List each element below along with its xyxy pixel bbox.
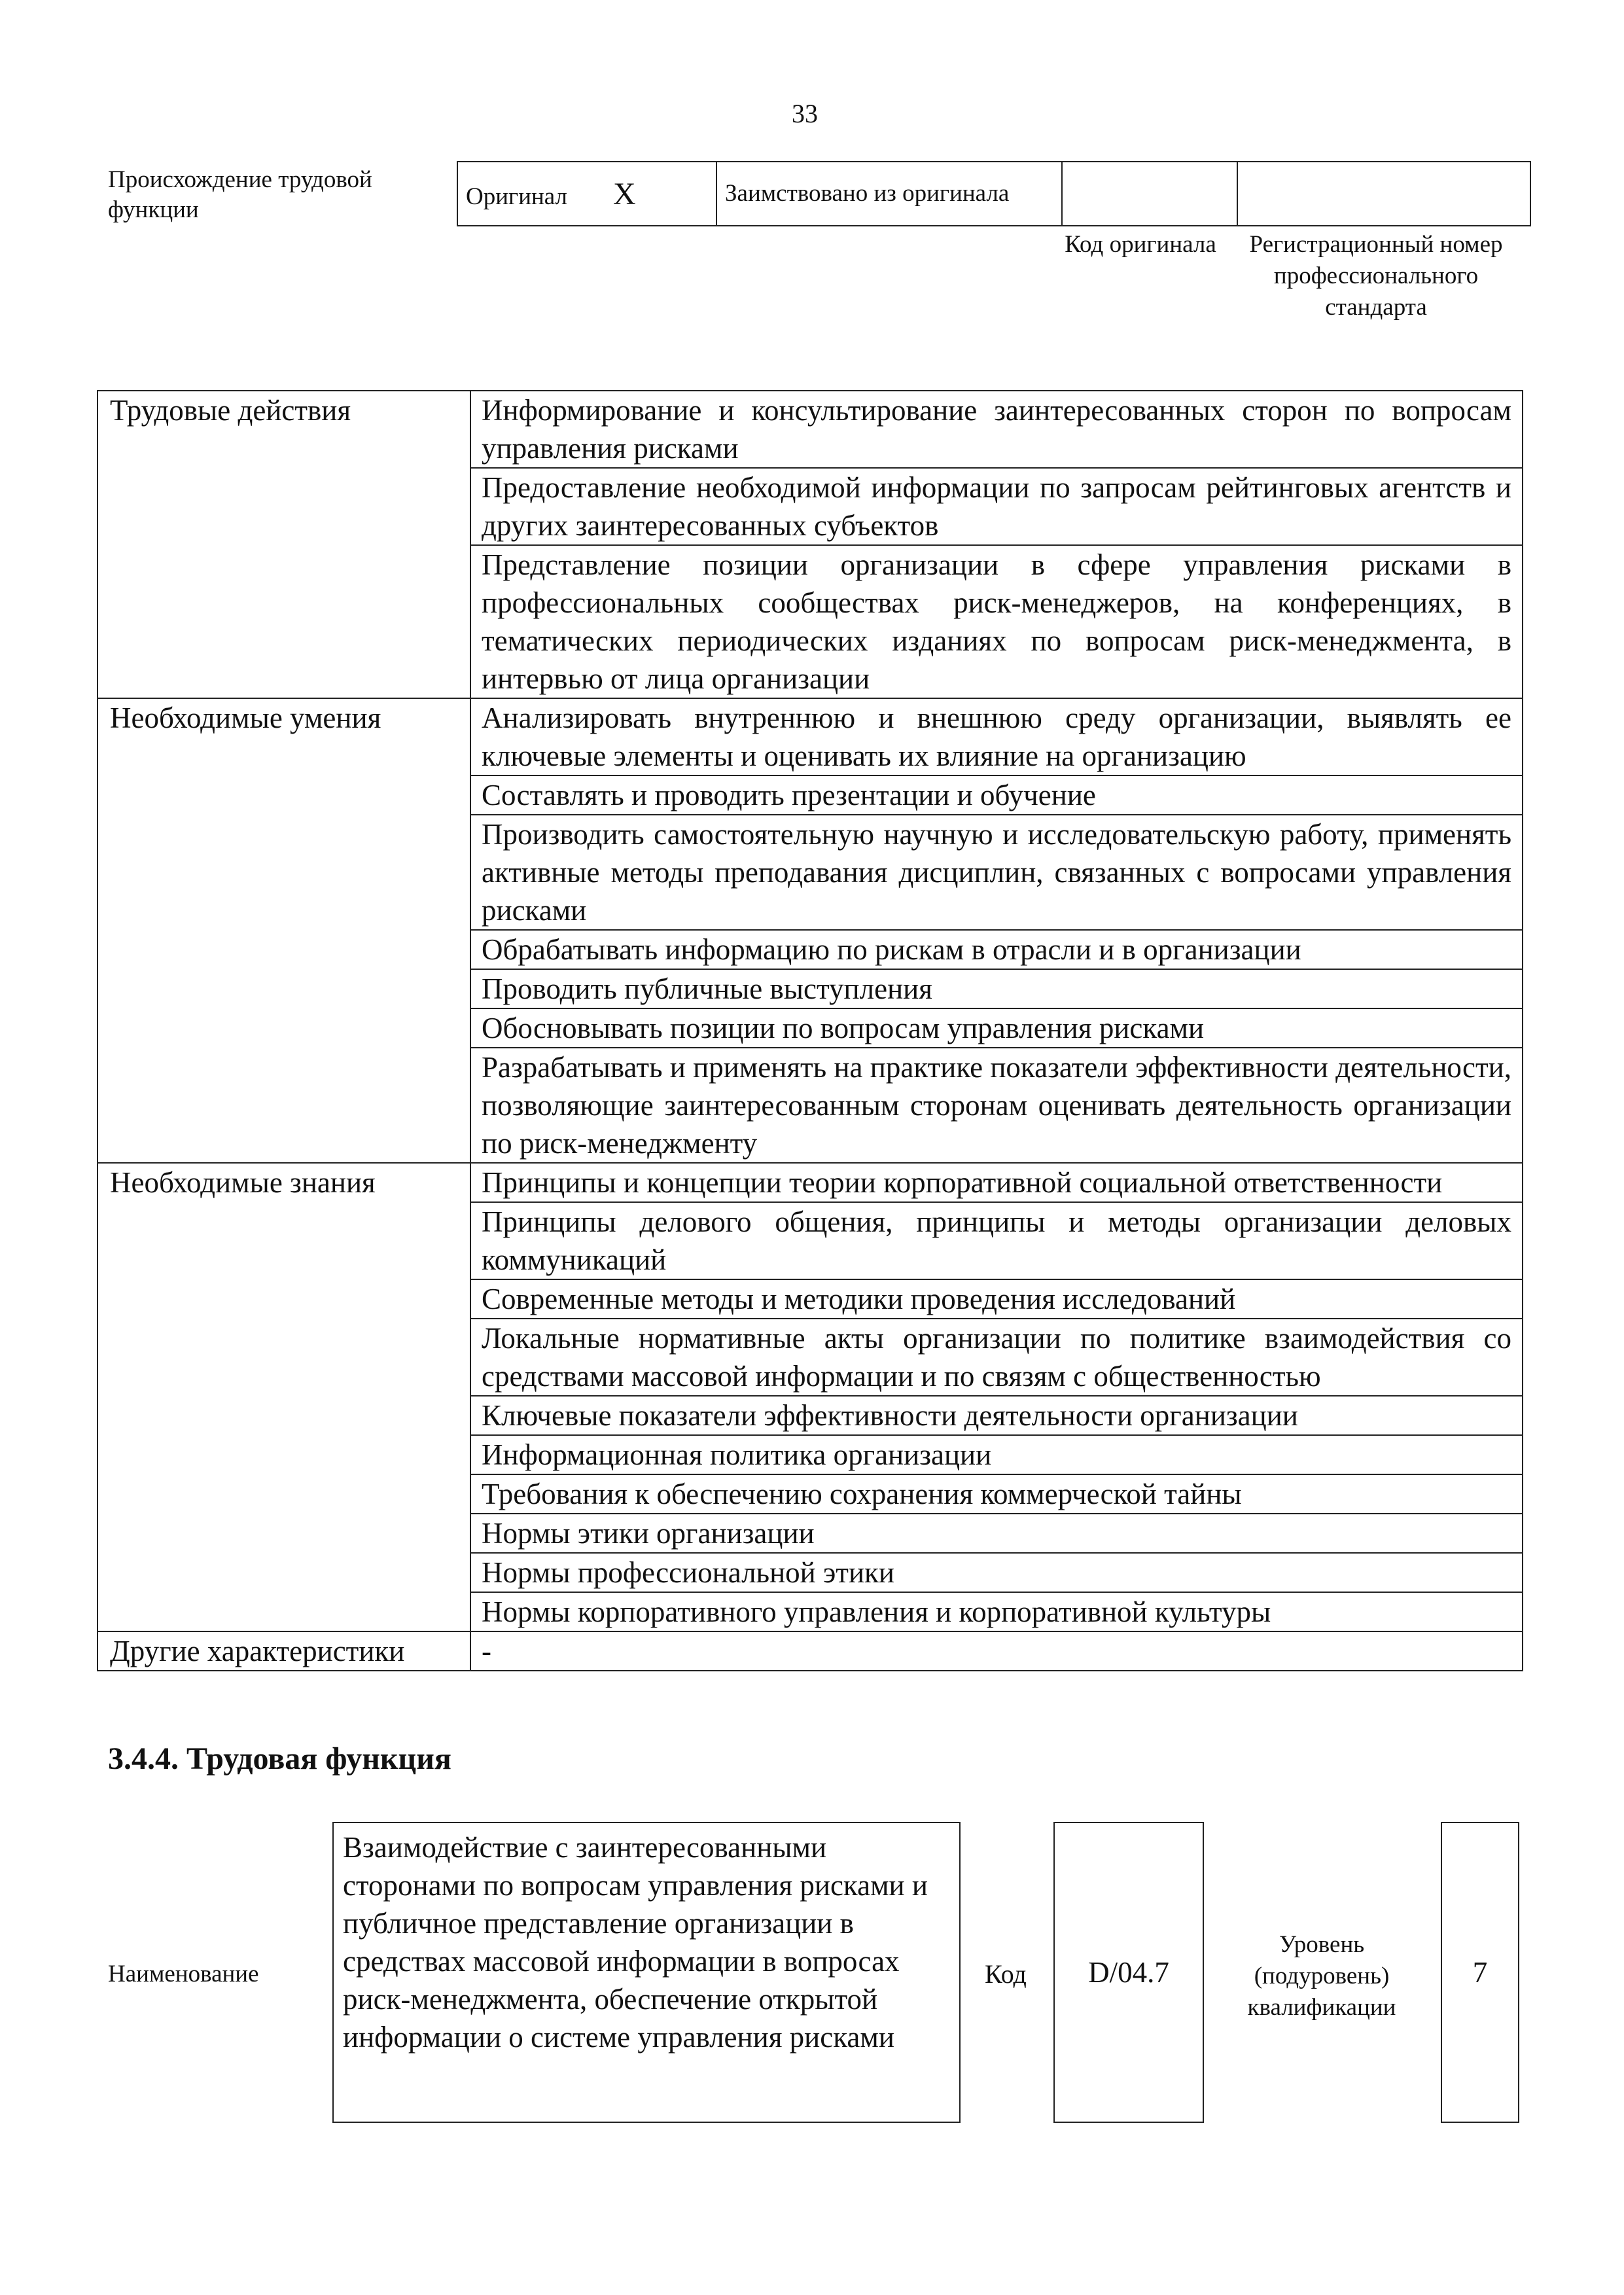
knowledge-item: Информационная политика организации (470, 1435, 1523, 1474)
skills-item: Разрабатывать и применять на практике показатели эффективности деятельности, позволяющие заинтересованным сторонам оценивать деятельность организации по риск-менеджменту (470, 1048, 1523, 1163)
original-label: Оригинал (466, 183, 568, 210)
skills-item: Проводить публичные выступления (470, 969, 1523, 1008)
registration-caption: Регистрационный номер профессионального стандарта (1249, 231, 1503, 321)
knowledge-item: Нормы профессиональной этики (470, 1553, 1523, 1592)
knowledge-item: Принципы и концепции теории корпоративной социальной ответственности (470, 1163, 1523, 1202)
knowledge-item: Нормы этики организации (470, 1514, 1523, 1553)
labor-actions-item: Предоставление необходимой информации по запросам рейтинговых агентств и других заинтересованных субъектов (470, 468, 1523, 545)
knowledge-item: Принципы делового общения, принципы и методы организации деловых коммуникаций (470, 1202, 1523, 1279)
qualification-level-box (1441, 1822, 1519, 2123)
code-label: Код (985, 1959, 1027, 1989)
labor-actions-item: Информирование и консультирование заинтересованных сторон по вопросам управления рисками (470, 391, 1523, 468)
origin-label: Происхождение трудовой функции (108, 166, 372, 223)
page-number: 33 (792, 99, 818, 128)
section-heading: 3.4.4. Трудовая функция (108, 1741, 451, 1776)
original-mark: X (613, 176, 636, 211)
skills-item: Производить самостоятельную научную и исследовательскую работу, применять активные методы преподавания дисциплин, связанных с вопросами управления рисками (470, 815, 1523, 930)
qualification-level-label: Уровень (подуровень) квалификации (1247, 1931, 1396, 2021)
knowledge-item: Ключевые показатели эффективности деятельности организации (470, 1396, 1523, 1435)
knowledge-item: Требования к обеспечению сохранения коммерческой тайны (470, 1474, 1523, 1514)
code-caption: Код оригинала (1065, 231, 1216, 258)
code-value: D/04.7 (1088, 1956, 1169, 1989)
name-label: Наименование (108, 1961, 259, 1987)
table-row (97, 698, 1523, 775)
table-row (97, 391, 1523, 468)
knowledge-item: Нормы корпоративного управления и корпоративной культуры (470, 1592, 1523, 1631)
origin-table (457, 161, 1531, 226)
table-row (97, 1631, 1523, 1671)
knowledge-item: Современные методы и методики проведения исследований (470, 1279, 1523, 1319)
original-code-cell (1062, 162, 1237, 226)
knowledge-label: Необходимые знания (97, 1163, 470, 1631)
skills-item: Обрабатывать информацию по рискам в отрасли и в организации (470, 930, 1523, 969)
table-row (97, 1163, 1523, 1202)
original-cell (457, 162, 716, 226)
other-characteristics-value: - (470, 1631, 1523, 1671)
knowledge-item: Локальные нормативные акты организации по политике взаимодействия со средствами массовой информации и по связям с общественностью (470, 1319, 1523, 1396)
skills-item: Обосновывать позиции по вопросам управления рисками (470, 1008, 1523, 1048)
labor-function-table (97, 390, 1523, 1671)
other-characteristics-label: Другие характеристики (97, 1631, 470, 1671)
function-name-box: Взаимодействие с заинтересованными сторонами по вопросам управления рисками и публичное представление организации в средствах массовой информации в вопросах риск-менеджмента, обеспечение открытой информации о системе управления рисками (332, 1822, 961, 2123)
labor-actions-item: Представление позиции организации в сфере управления рисками в профессиональных сообществах риск-менеджеров, на конференциях, в тематических периодических изданиях по вопросам риск-менеджмента, в интервью от лица организации (470, 545, 1523, 698)
labor-actions-label: Трудовые действия (97, 391, 470, 698)
registration-number-cell (1237, 162, 1530, 226)
code-box (1053, 1822, 1204, 2123)
skills-item: Составлять и проводить презентации и обучение (470, 775, 1523, 815)
skills-label: Необходимые умения (97, 698, 470, 1163)
qualification-level-value: 7 (1472, 1956, 1488, 1989)
borrowed-cell: Заимствовано из оригинала (716, 162, 1062, 226)
skills-item: Анализировать внутреннюю и внешнюю среду организации, выявлять ее ключевые элементы и оценивать их влияние на организацию (470, 698, 1523, 775)
